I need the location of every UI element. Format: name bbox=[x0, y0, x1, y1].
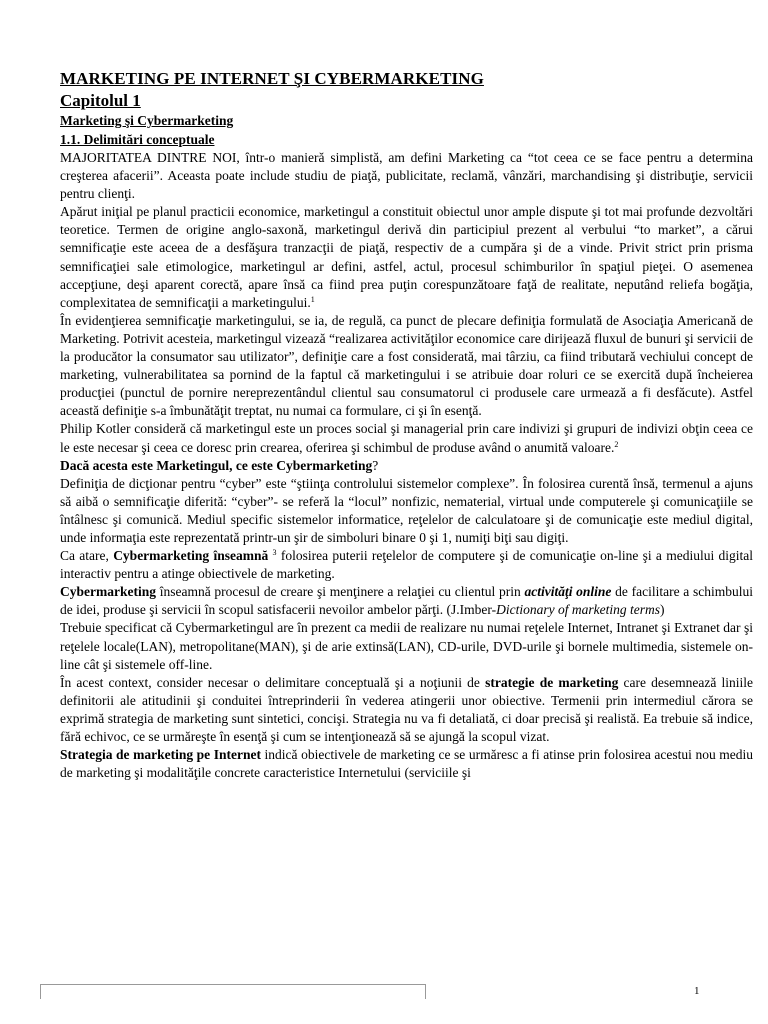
paragraph-9-lead: În acest context, consider necesar o delimitare conceptuală şi a noţiunii de bbox=[60, 674, 486, 690]
paragraph-7 bbox=[60, 583, 753, 619]
subsection-heading: 1.1. Delimitări conceptuale bbox=[60, 132, 215, 147]
paragraph-7-close: ) bbox=[659, 602, 665, 618]
document-title: MARKETING PE INTERNET ŞI CYBERMARKETING bbox=[60, 69, 484, 88]
question-bold-text: Dacă acesta este Marketingul, ce este Cybermarketing bbox=[60, 457, 373, 473]
footnote-ref-2: 2 bbox=[614, 439, 619, 449]
footnote-ref-3: 3 bbox=[272, 548, 277, 558]
paragraph-7-emphasis: activităţi online bbox=[524, 584, 612, 600]
document-body bbox=[60, 149, 753, 782]
paragraph-7-citation: Dictionary of marketing terms bbox=[496, 602, 660, 618]
footnote-ref-1: 1 bbox=[310, 294, 315, 304]
page-number: 1 bbox=[694, 985, 700, 997]
paragraph-2-text: Apărut iniţial pe planul practicii economice, marketingul a constituit obiectul unor ample dispute şi tot mai profunde dezvoltări teoretice. Termen de origine anglo-saxonă, marketingul derivă din participiul prezent al verbului “to market”, a cărui semnificaţie este aceea de a desfăşura tranzacţii de piaţă, respectiv de a cumpăra şi de a vinde. Privit strict prin prisma semnificaţiei sale etimologice, marketingul ar defini, astfel, actul, procesul schimburilor în spaţiul pieţei. O asemenea accepţiune, deşi aparent corectă, apare însă ca fiind prea puţin corespunzătoare faţă de realitate, neputând reliefa bogăţia, complexitatea de semnificaţii a marketingului. bbox=[60, 204, 753, 310]
question-heading bbox=[60, 457, 753, 475]
chapter-heading: Capitolul 1 bbox=[60, 91, 141, 110]
paragraph-7-text: înseamnă procesul de creare şi menţinere a relaţiei cu clientul prin bbox=[155, 584, 525, 600]
paragraph-10-bold: Strategia de marketing pe Internet bbox=[60, 747, 261, 763]
footer-separator bbox=[40, 984, 426, 999]
paragraph-1: MAJORITATEA DINTRE NOI, într-o manieră simplistă, am defini Marketing ca “tot ceea ce se face pentru a determina creşterea afacerii”. Aceasta poate include studiu de piaţă, publicitate, reclamă, vânzări, marchandising şi distribuţie, servicii pentru clienţi. bbox=[60, 150, 753, 202]
paragraph-6 bbox=[60, 547, 753, 583]
paragraph-5: Definiţia de dicţionar pentru “cyber” este “ştiinţa controlului sistemelor complexe”. În folosirea curentă însă, termenul a ajuns să aibă o semnificaţie diferită: “cyber”- se referă la “locul” nonfizic, nematerial, virtual unde computerele şi comunicaţiile se întâlnesc şi comunică. Mediul specific sistemelor informatice, reţelelor de calculatoare şi de comunicaţie este mediul digital, unde informaţia este reprezentată printr-un şir de simboluri binare 0 şi 1, numiţi biţi sau digiţi. bbox=[60, 475, 753, 545]
paragraph-10-rest: indică obiectivele de marketing ce se urmăresc a fi atinse prin folosirea acestui nou mediu de marketing şi modalităţile concrete caracteristice Internetului (serviciile şi bbox=[60, 747, 754, 781]
paragraph-10 bbox=[60, 746, 753, 782]
document-page bbox=[60, 68, 753, 782]
question-mark: ? bbox=[372, 457, 379, 473]
paragraph-9-bold: strategie de marketing bbox=[485, 674, 619, 690]
paragraph-7-text-2: de facilitare a schimbului de idei, produse şi servicii în scopul satisfacerii nevoilor ambelor părţi. (J.Imber- bbox=[60, 584, 753, 618]
section-heading: Marketing şi Cybermarketing bbox=[60, 113, 234, 128]
paragraph-9-rest: care desemnează liniile definitorii ale atitudinii şi conduitei întreprinderii în vederea atingerii unor obiective. Termenii prin intermediul cărora se exprimă strategia de marketing sunt sintetici, concişi. Strategia nu va fi detaliată, ci doar precisă şi realistă. Ea trebuie să indice, fără echivoc, ce se urmăreşte în esenţă şi cum se intenţionează să se ajungă la scopul vizat. bbox=[60, 674, 753, 744]
paragraph-3: În evidenţierea semnificaţie marketingului, se ia, de regulă, ca punct de plecare definiţia formulată de Asociaţia Americană de Marketing. Potrivit acesteia, marketingul vizează “realizarea activităţilor economice care dirijează fluxul de bunuri şi servicii de la producător la consumator sau utilizator”, definiţie care a fost considerată, mai târziu, ca fiind tributară vechiului concept de marketing, vulnerabilitatea sa pornind de la faptul că marketingului i se atribuie doar roluri ce se exercită după încheierea producţiei (punctul de pornire nereprezentândul clientul sau consumatorul ci produsele care urmează a fi desfăcute). Astfel această definiţie s-a îmbunătăţit treptat, nu numai ca formulare, ci şi în esenţă. bbox=[60, 312, 753, 419]
paragraph-2 bbox=[60, 203, 753, 312]
paragraph-6-bold: Cybermarketing înseamnă bbox=[113, 548, 269, 564]
paragraph-6-lead: Ca atare, bbox=[60, 548, 114, 564]
paragraph-4 bbox=[60, 420, 753, 456]
paragraph-8: Trebuie specificat că Cybermarketingul are în prezent ca medii de realizare nu numai reţelele Internet, Intranet şi Extranet dar şi reţelele locale(LAN), metropolitane(MAN), şi de arie extinsă(LAN), CD-urile, DVD-urile şi bornele multimedia, sistemele on-line cât şi sistemele off-line. bbox=[60, 620, 753, 672]
paragraph-4-text: Philip Kotler consideră că marketingul este un proces social şi managerial prin care indivizi şi grupuri de indivizi obţin ceea ce le este necesar şi ceea ce doresc prin crearea, oferirea şi schimbul de produse având o anumită valoare. bbox=[60, 421, 753, 455]
paragraph-9 bbox=[60, 674, 753, 746]
paragraph-7-bold: Cybermarketing bbox=[60, 584, 156, 600]
paragraph-6-rest: folosirea puterii reţelelor de computere şi de comunicaţie on-line şi a mediului digital interactiv pentru a atinge obiectivele de marketing. bbox=[60, 548, 753, 582]
